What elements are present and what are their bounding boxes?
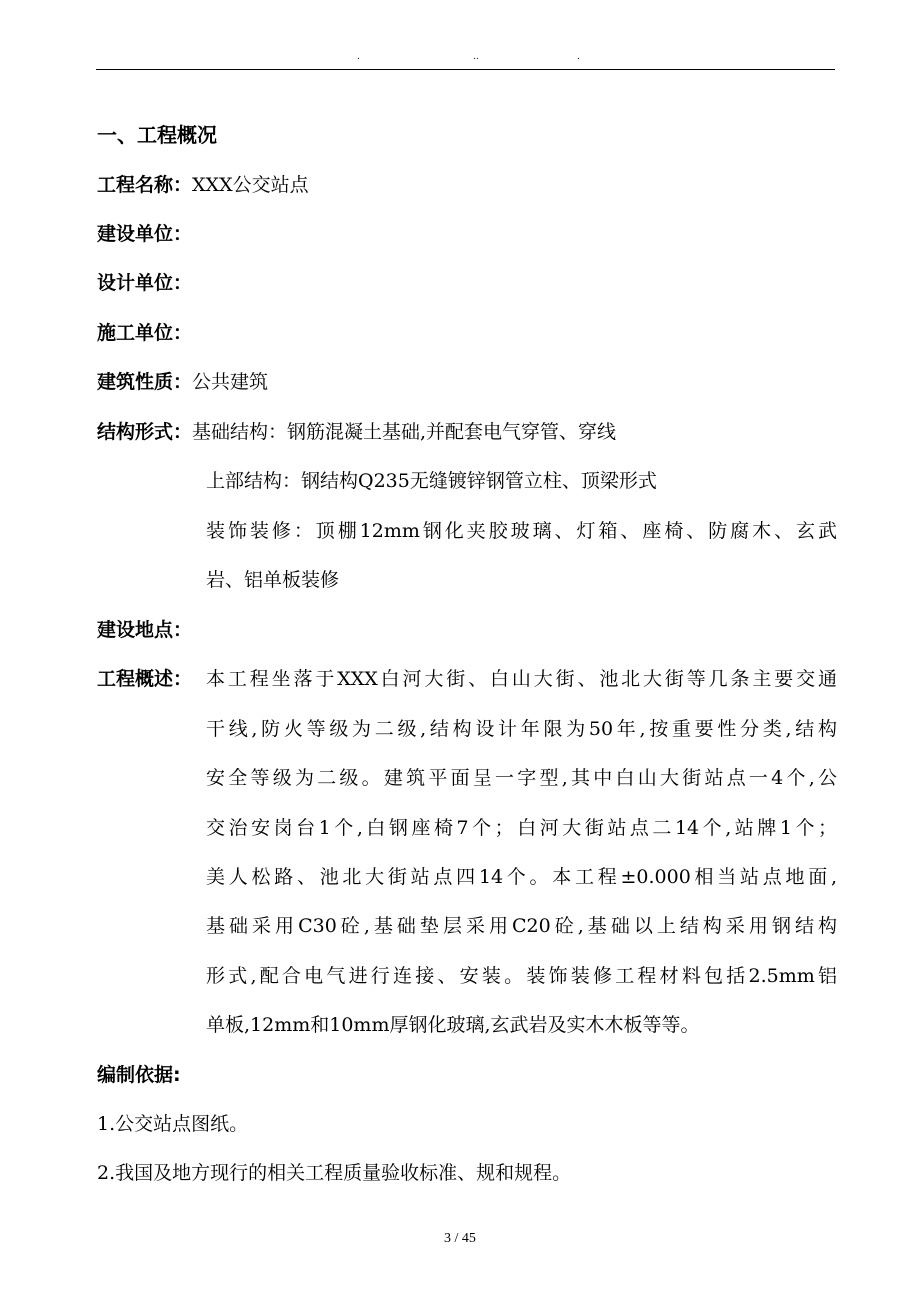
page-number: 3 / 45: [444, 1231, 476, 1246]
field-location: [97, 618, 192, 642]
basis-item: 1.公交站点图纸。: [97, 1113, 249, 1135]
header-mark: ..: [473, 52, 479, 62]
header-mark: .: [577, 52, 580, 62]
overview-line: 形式,配合电气进行连接、安装。装饰装修工程材料包括2.5mm铝: [206, 965, 837, 987]
overview-line: 单板,12mm和10mm厚钢化玻璃,玄武岩及实木木板等等。: [206, 1014, 700, 1036]
header-rule: [96, 69, 835, 70]
overview-line: 干线,防火等级为二级,结构设计年限为50年,按重要性分类,结构: [206, 718, 837, 740]
field-value: 基础结构：钢筋混凝土基础,并配套电气穿管、穿线: [192, 421, 617, 443]
overview-line: 基础采用C30砼,基础垫层采用C20砼,基础以上结构采用钢结构: [206, 915, 837, 937]
structure-line: 岩、铝单板装修: [206, 569, 340, 591]
field-label: 设计单位：: [97, 272, 193, 294]
field-label: 施工单位：: [97, 322, 193, 344]
basis-item: 2.我国及地方现行的相关工程质量验收标准、规和规程。: [97, 1162, 572, 1184]
field-project-name: [97, 173, 309, 197]
field-designer: [97, 271, 192, 295]
field-label: 建设单位：: [97, 223, 193, 245]
field-label: 工程名称：: [97, 174, 193, 196]
field-value: 公共建筑: [192, 371, 269, 393]
field-label: 建设地点：: [97, 619, 193, 641]
field-label: 工程概述：: [97, 668, 193, 690]
header-marks: [0, 52, 920, 66]
structure-line: 上部结构：钢结构Q235无缝镀锌钢管立柱、顶梁形式: [206, 470, 657, 492]
structure-line: 装饰装修：顶棚12mm钢化夹胶玻璃、灯箱、座椅、防腐木、玄武: [206, 520, 837, 542]
field-value: XXX公交站点: [192, 174, 309, 196]
field-contractor: [97, 321, 192, 345]
field-label: 建筑性质：: [97, 371, 193, 393]
overview-line: 交治安岗台1个,白钢座椅7个；白河大街站点二14个,站牌1个；: [206, 817, 837, 839]
overview-line: 美人松路、池北大街站点四14个。本工程±0.000相当站点地面,: [206, 866, 837, 888]
field-nature: [97, 370, 268, 394]
field-label: 结构形式：: [97, 421, 193, 443]
field-builder: [97, 222, 192, 246]
field-structure: [97, 420, 616, 444]
basis-heading: 编制依据:: [97, 1064, 181, 1086]
header-mark: .: [357, 52, 360, 62]
overview-line: 本工程坐落于XXX白河大街、白山大街、池北大街等几条主要交通: [206, 668, 837, 690]
overview-line: 安全等级为二级。建筑平面呈一字型,其中白山大街站点一4个,公: [206, 767, 837, 789]
section-heading: 一、工程概况: [97, 123, 217, 147]
field-overview: [97, 667, 192, 691]
